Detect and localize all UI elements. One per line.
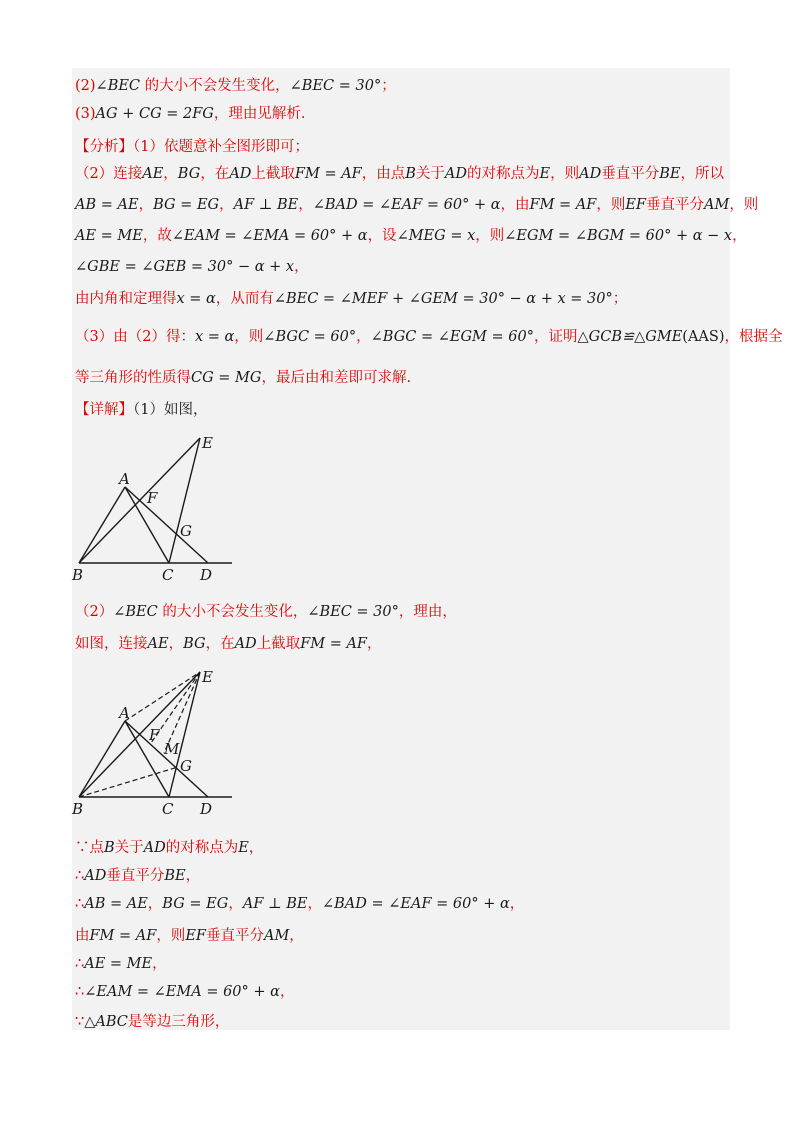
label-f: F [149, 726, 160, 744]
math-expression: ∠BEC [113, 604, 158, 620]
segment-be [79, 438, 200, 563]
text-segment: ， [289, 928, 304, 944]
text-line [75, 368, 411, 388]
text-line [75, 982, 294, 1002]
text-segment: ，则 [550, 166, 580, 182]
text-segment: 的大小不会发生变化， [157, 604, 308, 620]
text-segment: ∴ [75, 956, 85, 972]
text-segment: ， [185, 868, 201, 884]
math-expression: ∠BGC = ∠EGM = 60° [370, 329, 534, 345]
text-line [75, 866, 200, 886]
math-expression: AE [147, 636, 169, 652]
text-segment: 的大小不会发生变化， [140, 78, 290, 94]
text-line [75, 838, 263, 858]
text-segment: ， [152, 956, 167, 972]
text-segment: 【详解】 [75, 402, 133, 418]
math-expression: AG + CG = 2FG [95, 106, 214, 122]
math-expression: ∠BEC = 30° [289, 78, 382, 94]
math-expression: FM = AF [529, 197, 597, 213]
text-line [75, 76, 396, 96]
math-expression: BE [164, 868, 186, 884]
math-expression: BG [183, 636, 206, 652]
math-expression: AE [142, 166, 164, 182]
text-segment: ，故 [142, 228, 172, 244]
text-segment: ，理由， [398, 604, 457, 620]
text-segment: 关于 [415, 166, 445, 182]
text-segment: ， [228, 896, 243, 912]
math-expression: AB = AE [84, 896, 148, 912]
text-segment: ， [138, 197, 154, 213]
text-line [75, 602, 457, 622]
text-segment: ，由点 [361, 166, 406, 182]
text-line [75, 894, 524, 914]
text-line [75, 954, 167, 974]
segment-ba [79, 487, 125, 563]
text-segment: (3) [75, 106, 96, 122]
text-segment: 的对称点为 [165, 840, 239, 856]
text-segment: ，证明 [533, 329, 578, 345]
math-expression: AD [143, 840, 166, 856]
math-expression: x = α [194, 329, 235, 345]
text-segment: ，则 [475, 228, 505, 244]
text-segment: ， [509, 896, 525, 912]
text-segment: ，则 [234, 329, 264, 345]
text-segment: ， [298, 197, 313, 213]
text-segment: （1）如图， [133, 402, 208, 418]
text-segment: ，则 [729, 197, 759, 213]
math-expression: ∠EAM = ∠EMA = 60° + α [171, 228, 368, 244]
label-a: A [119, 704, 130, 722]
text-segment: ， [163, 166, 178, 182]
math-expression: BG [177, 166, 201, 182]
text-segment: (2) [75, 78, 96, 94]
text-line [75, 195, 758, 215]
text-segment: ， [732, 228, 747, 244]
text-segment: （2）连接 [75, 166, 143, 182]
text-segment: 上截取 [251, 166, 295, 182]
math-expression: FM = AF [89, 928, 157, 944]
math-expression: FM = AF [294, 166, 362, 182]
text-segment: ，在 [205, 636, 235, 652]
text-segment: ， [294, 259, 309, 275]
text-segment: 如图，连接 [75, 636, 148, 652]
segment-ad [125, 487, 208, 563]
label-a: A [119, 470, 130, 488]
text-segment: 【分析】 [75, 139, 133, 155]
text-segment: ； [381, 78, 396, 94]
text-segment: ∵点 [75, 840, 104, 856]
segment-ce [169, 438, 200, 563]
math-expression: B [405, 166, 416, 182]
math-expression: ∠EGM = ∠BGM = 60° + α − x [504, 228, 733, 244]
text-segment: ，所以 [680, 166, 724, 182]
label-f: F [147, 489, 158, 507]
math-expression: AM [263, 928, 290, 944]
label-c: C [162, 800, 174, 818]
math-expression: E [539, 166, 551, 182]
text-segment: ∴ [75, 896, 85, 912]
math-expression: BG = EG [153, 197, 220, 213]
label-g: G [180, 757, 192, 775]
math-expression: EF [185, 928, 206, 944]
text-segment: 的对称点为 [467, 166, 540, 182]
math-expression: CG = MG [191, 370, 262, 386]
math-expression: △GCB≌△GME [577, 329, 683, 345]
math-expression: EF [625, 197, 646, 213]
text-segment: ∴ [75, 984, 85, 1000]
text-segment: ，从而有 [215, 291, 274, 307]
math-expression: ∠BAD = ∠EAF = 60° + α [312, 197, 501, 213]
text-line [75, 104, 306, 124]
text-line [75, 926, 304, 946]
math-expression: AD [444, 166, 467, 182]
math-expression: ∠EAM = ∠EMA = 60° + α [84, 984, 280, 1000]
text-segment: ∴ [75, 868, 85, 884]
text-line [75, 327, 783, 347]
segment-be [79, 672, 200, 797]
text-line [75, 400, 207, 420]
label-b: B [72, 800, 84, 818]
math-expression: AD [234, 636, 257, 652]
text-segment: 关于 [114, 840, 144, 856]
label-d: D [200, 800, 213, 818]
text-segment: 垂直平分 [601, 166, 660, 182]
math-expression: BG = EG [162, 896, 229, 912]
text-line [75, 289, 627, 309]
math-expression: E [238, 840, 249, 856]
math-expression: ∠MEG = x [396, 228, 476, 244]
label-e: E [202, 434, 213, 452]
math-expression: (AAS) [682, 329, 725, 345]
math-expression: B [104, 840, 115, 856]
math-expression: ∠BAD = ∠EAF = 60° + α [321, 896, 510, 912]
text-segment: ， [307, 896, 322, 912]
text-segment: （2） [75, 604, 114, 620]
text-segment: ，则 [156, 928, 186, 944]
text-segment: ； [612, 291, 628, 307]
math-expression: AD [229, 166, 252, 182]
math-expression: AF ⊥ BE [233, 197, 299, 213]
text-segment: 垂直平分 [106, 868, 165, 884]
text-segment: 由 [75, 928, 90, 944]
math-expression: AE = ME [84, 956, 153, 972]
text-segment: ，设 [367, 228, 397, 244]
text-segment: ，理由见解析. [213, 106, 306, 122]
text-segment: ， [279, 984, 295, 1000]
text-segment: 上截取 [256, 636, 301, 652]
text-line [75, 164, 724, 184]
text-segment: ，由 [500, 197, 530, 213]
text-segment: 由内角和定理得 [75, 291, 177, 307]
text-segment: ，在 [200, 166, 230, 182]
label-c: C [162, 566, 174, 584]
segment-ac [125, 721, 169, 797]
text-segment: 垂直平分 [645, 197, 704, 213]
label-g: G [180, 522, 192, 540]
text-segment: ， [219, 197, 234, 213]
math-expression: ∠BEC = 30° [307, 604, 399, 620]
text-line [75, 226, 747, 246]
label-d: D [200, 566, 213, 584]
label-e: E [202, 668, 213, 686]
math-expression: AB = AE [75, 197, 139, 213]
text-segment: （1）依题意补全图形即可； [133, 139, 309, 155]
math-expression: AE = ME [75, 228, 143, 244]
segment-ad [125, 721, 208, 797]
geometry-figure-1 [70, 430, 240, 590]
text-segment: ∵ [75, 1014, 85, 1030]
text-segment: 垂直平分 [205, 928, 264, 944]
math-expression: ∠BGC = 60° [263, 329, 357, 345]
text-line [75, 1012, 229, 1032]
text-segment: ，根据全 [724, 329, 783, 345]
segment-ce [169, 672, 200, 797]
label-m: M [164, 740, 180, 758]
text-segment: ，最后由和差即可求解. [261, 370, 412, 386]
math-expression: x = α [176, 291, 216, 307]
label-b: B [72, 566, 84, 584]
math-expression: ∠BEC [95, 78, 141, 94]
math-expression: ∠GBE = ∠GEB = 30° − α + x [75, 259, 295, 275]
math-expression: AF ⊥ BE [242, 896, 308, 912]
math-expression: AD [579, 166, 602, 182]
text-segment: ， [248, 840, 264, 856]
math-expression: AM [703, 197, 730, 213]
text-line [75, 634, 382, 654]
text-segment: （3）由（2）得： [75, 329, 195, 345]
text-segment: ， [356, 329, 371, 345]
math-expression: AD [84, 868, 107, 884]
math-expression: BE [659, 166, 681, 182]
geometry-figure-2 [70, 664, 240, 824]
text-line [75, 137, 309, 157]
text-segment: 等三角形的性质得 [75, 370, 191, 386]
math-expression: ∠BEC = ∠MEF + ∠GEM = 30° − α + x = 30° [273, 291, 613, 307]
math-expression: △ABC [84, 1014, 128, 1030]
text-segment: 是等边三角形， [127, 1014, 230, 1030]
math-expression: FM = AF [300, 636, 367, 652]
text-line [75, 257, 309, 277]
text-segment: ， [147, 896, 163, 912]
text-segment: ， [168, 636, 184, 652]
text-segment: ， [367, 636, 382, 652]
text-segment: ，则 [596, 197, 626, 213]
